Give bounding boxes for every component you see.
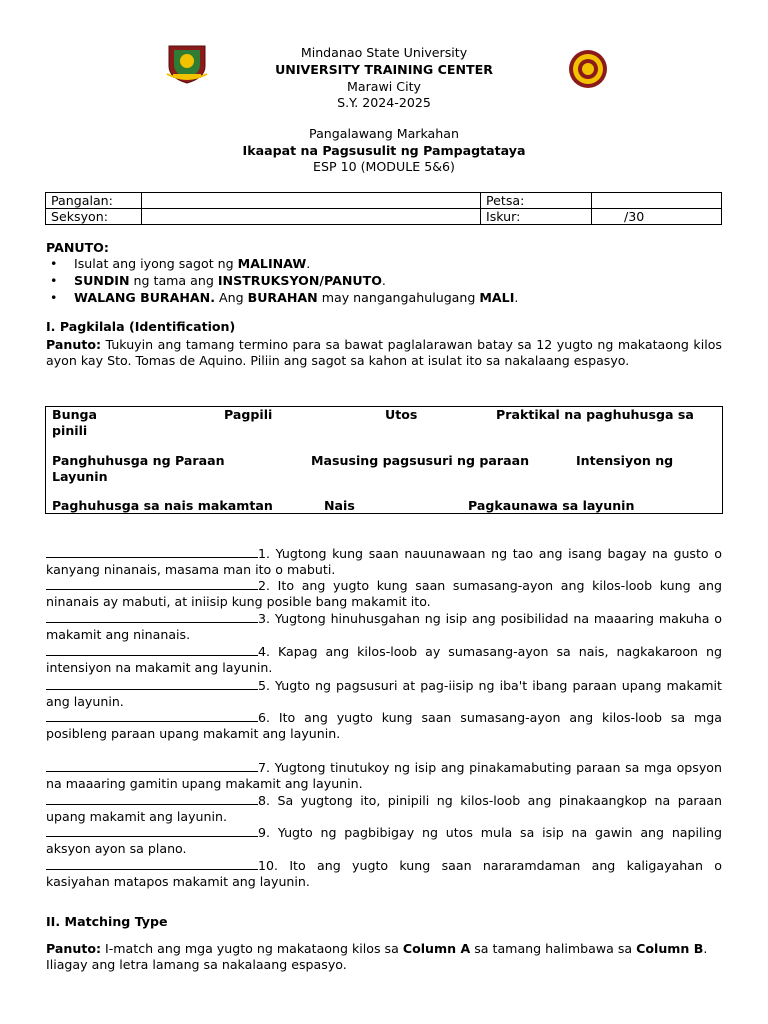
answer-blank[interactable] — [46, 577, 258, 590]
student-info-table — [45, 192, 722, 225]
choice-term: Pagkaunawa sa layunin — [468, 498, 635, 513]
choice-term: Nais — [324, 498, 355, 513]
date-field[interactable] — [592, 193, 722, 209]
answer-blank[interactable] — [46, 759, 258, 772]
choice-term: Praktikal na paghuhusga sa — [496, 407, 694, 422]
direction-item: • Isulat ang iyong sagot ng MALINAW. — [48, 256, 518, 273]
answer-blank[interactable] — [46, 857, 258, 870]
choices-box — [45, 406, 723, 514]
choice-term: Paghuhusga sa nais makamtan — [52, 498, 273, 513]
date-label: Petsa: — [481, 193, 592, 209]
identification-item: 5. Yugto ng pagsusuri at pag-iisip ng iba't ibang paraan upang makamit ang layunin. — [46, 678, 722, 709]
university-name: Mindanao State University — [300, 45, 468, 60]
directions-list — [48, 256, 518, 307]
identification-item: 7. Yugtong tinutukoy ng isip ang pinakamabuting paraan sa mga opsyon na maaaring gamitin upang makamit ang layunin. — [46, 760, 722, 791]
answer-blank[interactable] — [46, 545, 258, 558]
city: Marawi City — [347, 79, 421, 94]
answer-blank[interactable] — [46, 643, 258, 656]
identification-item: 3. Yugtong hinuhusgahan ng isip ang posibilidad na maaaring makuha o makamit ang ninanais. — [46, 611, 722, 642]
answer-blank[interactable] — [46, 824, 258, 837]
answer-blank[interactable] — [46, 709, 258, 722]
direction-item: • SUNDIN ng tama ang INSTRUKSYON/PANUTO. — [48, 273, 518, 290]
name-label: Pangalan: — [46, 193, 142, 209]
choice-term: Masusing pagsusuri ng paraan — [311, 453, 530, 468]
part2-directions: Panuto: I-match ang mga yugto ng makataong kilos sa Column A sa tamang halimbawa sa Column B. Iliagay ang letra lamang sa nakalaang espasyo. — [46, 941, 708, 972]
answer-blank[interactable] — [46, 792, 258, 805]
identification-item: 8. Sa yugtong ito, pinipili ng kilos-loob ang pinakaangkop na paraan upang makamit ang layunin. — [46, 793, 722, 824]
answer-blank[interactable] — [46, 677, 258, 690]
choice-term: pinili — [52, 423, 88, 438]
part1-directions: Panuto: Tukuyin ang tamang termino para sa bawat paglalarawan batay sa 12 yugto ng makataong kilos ayon kay Sto. Tomas de Aquino. Piliin ang sagot sa kahon at isulat ito sa nakalaang espasyo. — [46, 337, 722, 368]
choice-term: Intensiyon ng — [576, 453, 674, 468]
center-name: UNIVERSITY TRAINING CENTER — [275, 62, 493, 77]
part1-title: I. Pagkilala (Identification) — [46, 319, 236, 334]
part2-title: II. Matching Type — [46, 914, 168, 929]
name-field[interactable] — [142, 193, 481, 209]
choice-term: Pagpili — [224, 407, 273, 422]
direction-item: • WALANG BURAHAN. Ang BURAHAN may nangangahulugang MALI. — [48, 290, 518, 307]
school-year: S.Y. 2024-2025 — [337, 95, 431, 110]
identification-item: 6. Ito ang yugto kung saan sumasang-ayon ang kilos-loob sa mga posibleng paraan upang makamit ang layunin. — [46, 710, 722, 741]
identification-item: 10. Ito ang yugto kung saan nararamdaman ang kaligayahan o kasiyahan matapos makamit ang layunin. — [46, 858, 722, 889]
section-field[interactable] — [142, 209, 481, 225]
choice-term: Layunin — [52, 469, 108, 484]
subject: ESP 10 (MODULE 5&6) — [313, 159, 455, 174]
identification-item: 2. Ito ang yugto kung saan sumasang-ayon ang kilos-loob kung ang ninanais ay mabuti, at iniisip kung posible bang makamit ito. — [46, 578, 722, 609]
quarter: Pangalawang Markahan — [309, 126, 459, 141]
answer-blank[interactable] — [46, 610, 258, 623]
choice-term: Utos — [385, 407, 418, 422]
identification-item: 9. Yugto ng pagbibigay ng utos mula sa isip na gawin ang napiling aksyon ayon sa plano. — [46, 825, 722, 856]
identification-item: 4. Kapag ang kilos-loob ay sumasang-ayon sa nais, nagkakaroon ng intensiyon na makamit ang layunin. — [46, 644, 722, 675]
exam-title: Ikaapat na Pagsusulit ng Pampagtataya — [242, 143, 526, 158]
section-label: Seksyon: — [46, 209, 142, 225]
score-label: Iskur: — [481, 209, 592, 225]
choice-term: Panghuhusga ng Paraan — [52, 453, 225, 468]
score-total: /30 — [592, 209, 722, 225]
identification-item: 1. Yugtong kung saan nauunawaan ng tao ang isang bagay na gusto o kanyang ninanais, masama man ito o mabuti. — [46, 546, 722, 577]
choice-term: Bunga — [52, 407, 98, 422]
directions-heading: PANUTO: — [46, 240, 109, 255]
